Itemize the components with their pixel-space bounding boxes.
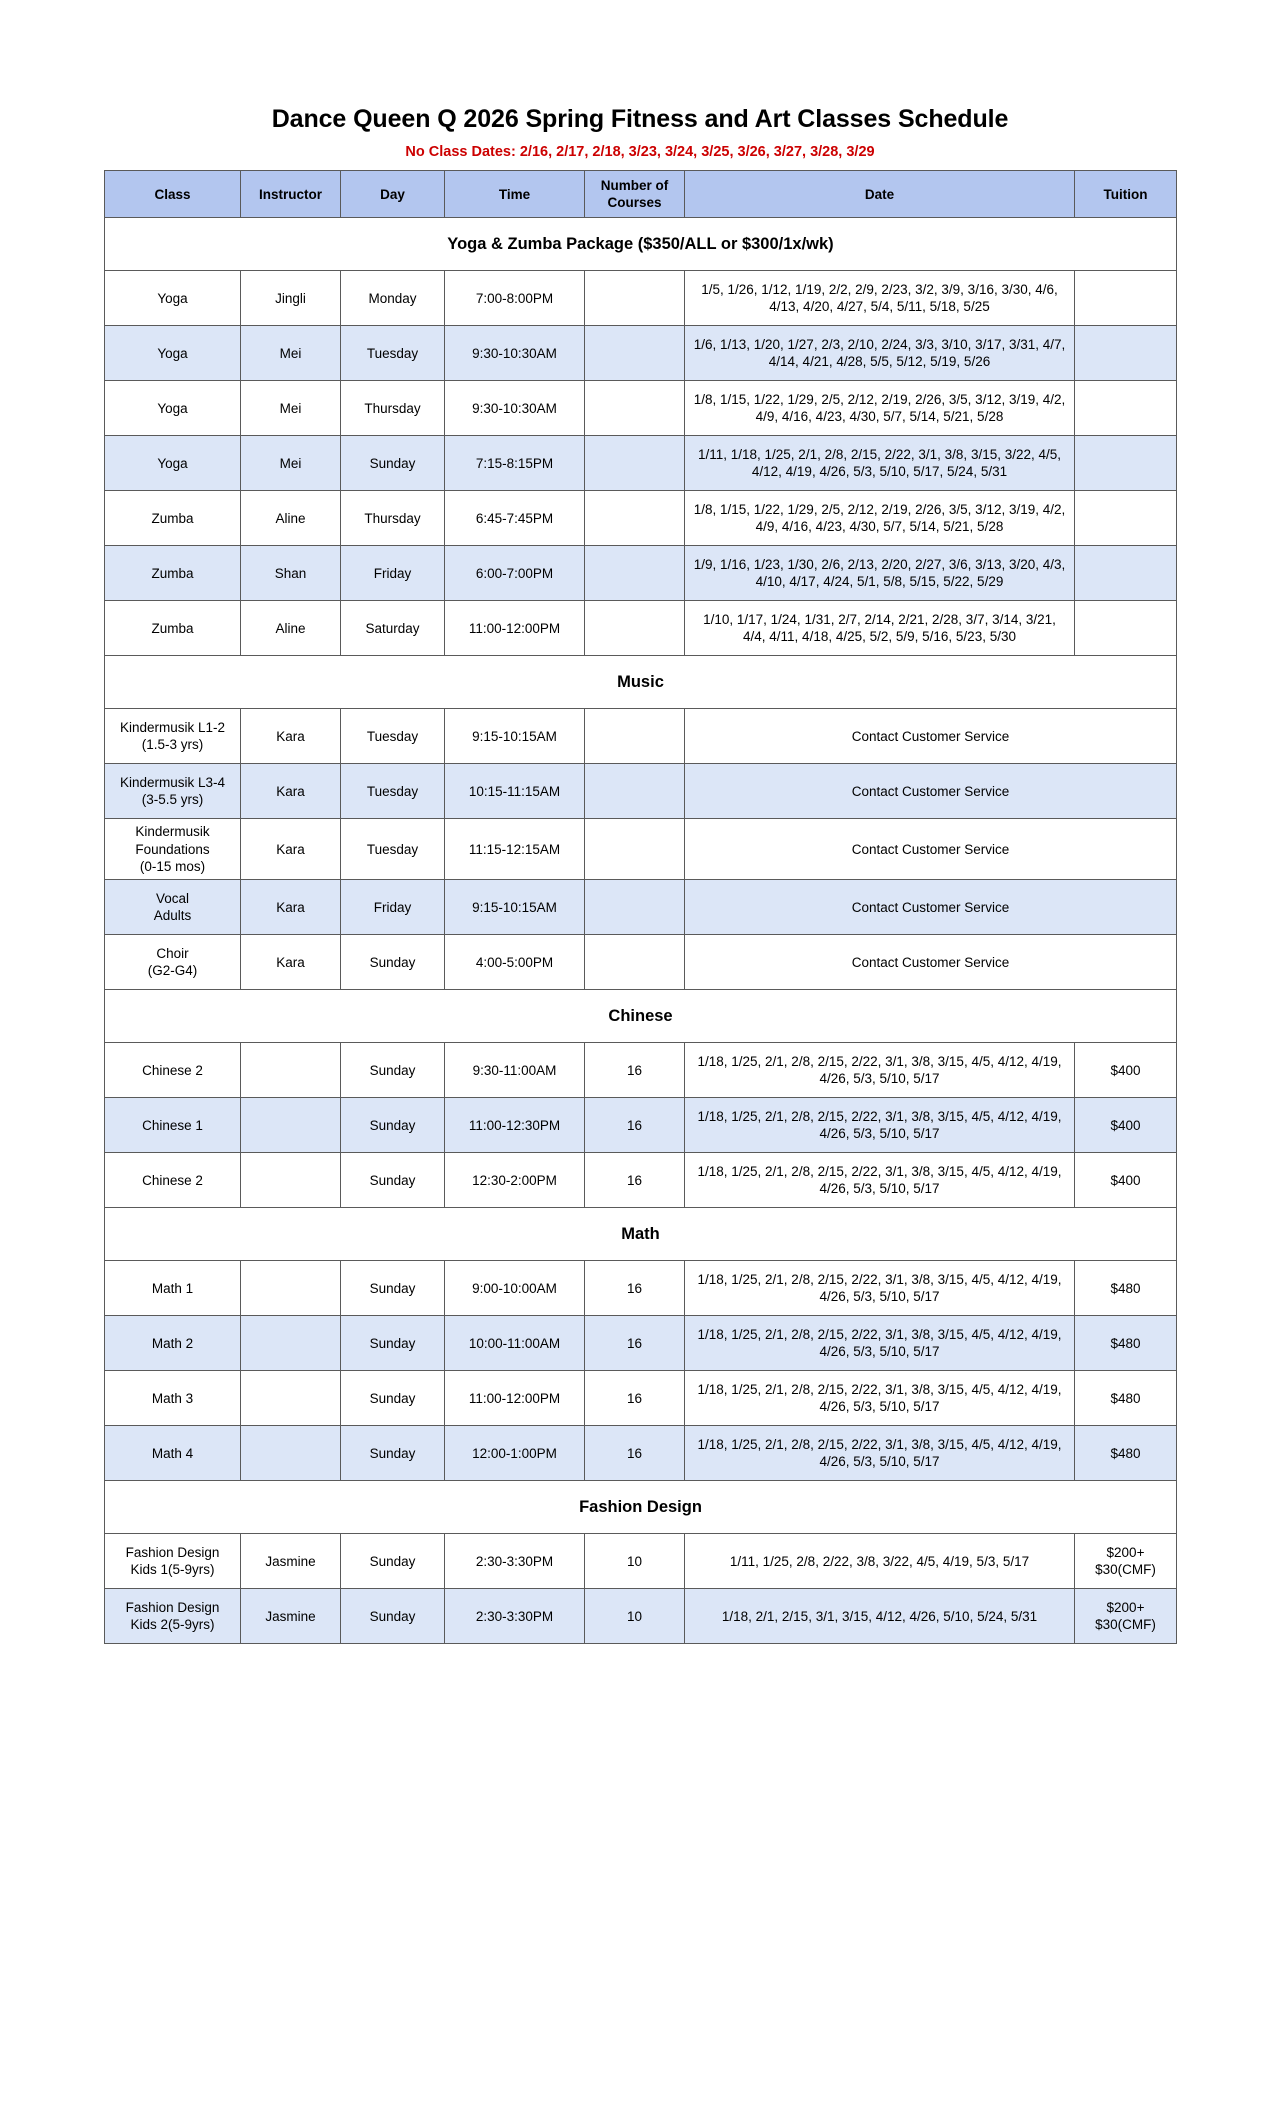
column-header-number-of-courses <box>585 171 685 218</box>
cell-time: 11:00-12:00PM <box>445 1371 585 1426</box>
cell-class-line1: Fashion Design <box>125 1544 220 1560</box>
cell-date: 1/11, 1/25, 2/8, 2/22, 3/8, 3/22, 4/5, 4/19, 5/3, 5/17 <box>685 1534 1075 1589</box>
cell-day: Tuesday <box>341 819 445 880</box>
cell-number-of-courses: 16 <box>585 1316 685 1371</box>
cell-day: Thursday <box>341 491 445 546</box>
cell-time: 12:30-2:00PM <box>445 1153 585 1208</box>
cell-class-line3: (0-15 mos) <box>139 858 206 874</box>
cell-tuition: $480 <box>1075 1371 1177 1426</box>
cell-tuition <box>1075 436 1177 491</box>
cell-instructor <box>241 1426 341 1481</box>
cell-number-of-courses <box>585 709 685 764</box>
section-header-row <box>105 1208 1177 1261</box>
cell-tuition <box>1075 381 1177 436</box>
cell-date: Contact Customer Service <box>685 935 1177 990</box>
cell-instructor: Kara <box>241 819 341 880</box>
cell-instructor: Mei <box>241 381 341 436</box>
cell-tuition-line1: $200+ <box>1106 1599 1145 1615</box>
cell-class-line2: (1.5-3 yrs) <box>141 737 204 753</box>
cell-number-of-courses: 16 <box>585 1371 685 1426</box>
cell-class: Math 2 <box>105 1316 241 1371</box>
table-header-row <box>105 171 1177 218</box>
cell-class: Math 3 <box>105 1371 241 1426</box>
cell-time: 7:15-8:15PM <box>445 436 585 491</box>
cell-time: 9:30-10:30AM <box>445 326 585 381</box>
cell-instructor <box>241 1043 341 1098</box>
cell-tuition <box>1075 1589 1177 1644</box>
table-row <box>105 546 1177 601</box>
cell-time: 10:00-11:00AM <box>445 1316 585 1371</box>
cell-day: Friday <box>341 880 445 935</box>
cell-class: Chinese 1 <box>105 1098 241 1153</box>
section-header-row <box>105 990 1177 1043</box>
cell-tuition-line2: $30(CMF) <box>1095 1617 1156 1633</box>
table-row <box>105 1426 1177 1481</box>
cell-tuition <box>1075 601 1177 656</box>
cell-date: Contact Customer Service <box>685 880 1177 935</box>
cell-number-of-courses: 16 <box>585 1098 685 1153</box>
cell-day: Tuesday <box>341 709 445 764</box>
cell-class: Zumba <box>105 491 241 546</box>
cell-time: 11:15-12:15AM <box>445 819 585 880</box>
cell-day: Sunday <box>341 436 445 491</box>
section-title-0: Yoga & Zumba Package ($350/ALL or $300/1x/wk) <box>105 218 1177 271</box>
cell-day: Friday <box>341 546 445 601</box>
cell-date: 1/18, 1/25, 2/1, 2/8, 2/15, 2/22, 3/1, 3/8, 3/15, 4/5, 4/12, 4/19, 4/26, 5/3, 5/10, 5/17 <box>685 1098 1075 1153</box>
cell-tuition <box>1075 1534 1177 1589</box>
cell-number-of-courses: 16 <box>585 1426 685 1481</box>
cell-tuition: $480 <box>1075 1316 1177 1371</box>
cell-instructor: Kara <box>241 709 341 764</box>
cell-date: Contact Customer Service <box>685 764 1177 819</box>
table-row <box>105 326 1177 381</box>
cell-class <box>105 1589 241 1644</box>
cell-day: Tuesday <box>341 326 445 381</box>
section-title-1: Music <box>105 656 1177 709</box>
cell-time: 9:30-11:00AM <box>445 1043 585 1098</box>
cell-class: Yoga <box>105 271 241 326</box>
cell-day: Sunday <box>341 1316 445 1371</box>
cell-day: Sunday <box>341 1534 445 1589</box>
cell-number-of-courses <box>585 271 685 326</box>
table-row <box>105 764 1177 819</box>
cell-tuition: $400 <box>1075 1153 1177 1208</box>
column-header-class: Class <box>105 171 241 218</box>
section-title-2: Chinese <box>105 990 1177 1043</box>
table-row <box>105 1534 1177 1589</box>
table-row <box>105 1043 1177 1098</box>
cell-class <box>105 880 241 935</box>
cell-time: 9:00-10:00AM <box>445 1261 585 1316</box>
cell-number-of-courses <box>585 880 685 935</box>
cell-instructor: Jasmine <box>241 1534 341 1589</box>
cell-date: 1/18, 1/25, 2/1, 2/8, 2/15, 2/22, 3/1, 3/8, 3/15, 4/5, 4/12, 4/19, 4/26, 5/3, 5/10, 5/17 <box>685 1043 1075 1098</box>
table-row <box>105 819 1177 880</box>
cell-class-line2: (3-5.5 yrs) <box>141 792 204 808</box>
cell-date: 1/5, 1/26, 1/12, 1/19, 2/2, 2/9, 2/23, 3/2, 3/9, 3/16, 3/30, 4/6, 4/13, 4/20, 4/27, 5/4, 5/11, 5/18, 5/25 <box>685 271 1075 326</box>
cell-day: Thursday <box>341 381 445 436</box>
cell-class-line1: Choir <box>156 945 189 961</box>
cell-class-line2: Kids 1(5-9yrs) <box>130 1562 215 1578</box>
cell-class: Chinese 2 <box>105 1043 241 1098</box>
cell-number-of-courses <box>585 601 685 656</box>
cell-tuition-line2: $30(CMF) <box>1095 1562 1156 1578</box>
cell-class: Math 4 <box>105 1426 241 1481</box>
cell-number-of-courses <box>585 491 685 546</box>
cell-number-of-courses <box>585 546 685 601</box>
cell-number-of-courses: 10 <box>585 1534 685 1589</box>
cell-date: Contact Customer Service <box>685 819 1177 880</box>
column-header-tuition: Tuition <box>1075 171 1177 218</box>
class-schedule-table <box>104 170 1177 1644</box>
cell-day: Sunday <box>341 1153 445 1208</box>
cell-class-line1: Kindermusik <box>135 824 210 840</box>
cell-tuition: $480 <box>1075 1426 1177 1481</box>
cell-number-of-courses <box>585 326 685 381</box>
cell-number-of-courses <box>585 819 685 880</box>
cell-instructor: Kara <box>241 935 341 990</box>
table-row <box>105 381 1177 436</box>
table-row <box>105 491 1177 546</box>
cell-number-of-courses: 16 <box>585 1261 685 1316</box>
column-header-time: Time <box>445 171 585 218</box>
cell-day: Sunday <box>341 1098 445 1153</box>
cell-class: Yoga <box>105 326 241 381</box>
cell-day: Sunday <box>341 1589 445 1644</box>
cell-time: 6:00-7:00PM <box>445 546 585 601</box>
cell-class: Yoga <box>105 436 241 491</box>
cell-class: Yoga <box>105 381 241 436</box>
cell-day: Sunday <box>341 1371 445 1426</box>
table-row <box>105 1098 1177 1153</box>
number-of-courses-line1: Number of <box>600 178 669 194</box>
cell-number-of-courses <box>585 381 685 436</box>
section-header-row <box>105 656 1177 709</box>
cell-date: 1/6, 1/13, 1/20, 1/27, 2/3, 2/10, 2/24, 3/3, 3/10, 3/17, 3/31, 4/7, 4/14, 4/21, 4/28, 5/5, 5/12, 5/19, 5/26 <box>685 326 1075 381</box>
table-row <box>105 1371 1177 1426</box>
table-header <box>105 171 1177 218</box>
cell-tuition: $400 <box>1075 1098 1177 1153</box>
table-row <box>105 271 1177 326</box>
cell-time: 7:00-8:00PM <box>445 271 585 326</box>
cell-day: Sunday <box>341 935 445 990</box>
cell-date: 1/18, 1/25, 2/1, 2/8, 2/15, 2/22, 3/1, 3/8, 3/15, 4/5, 4/12, 4/19, 4/26, 5/3, 5/10, 5/17 <box>685 1316 1075 1371</box>
cell-number-of-courses <box>585 764 685 819</box>
cell-date: 1/18, 2/1, 2/15, 3/1, 3/15, 4/12, 4/26, 5/10, 5/24, 5/31 <box>685 1589 1075 1644</box>
cell-class-line1: Fashion Design <box>125 1599 220 1615</box>
cell-class: Zumba <box>105 601 241 656</box>
cell-date: 1/18, 1/25, 2/1, 2/8, 2/15, 2/22, 3/1, 3/8, 3/15, 4/5, 4/12, 4/19, 4/26, 5/3, 5/10, 5/17 <box>685 1371 1075 1426</box>
cell-class-line2: Adults <box>153 908 192 924</box>
page-title: Dance Queen Q 2026 Spring Fitness and Art Classes Schedule <box>271 105 1009 133</box>
cell-class-line2: Foundations <box>135 841 210 857</box>
cell-instructor: Kara <box>241 880 341 935</box>
cell-class-line1: Kindermusik L1-2 <box>119 720 226 736</box>
cell-instructor: Jingli <box>241 271 341 326</box>
cell-time: 11:00-12:30PM <box>445 1098 585 1153</box>
cell-number-of-courses: 10 <box>585 1589 685 1644</box>
cell-tuition <box>1075 326 1177 381</box>
cell-day: Sunday <box>341 1426 445 1481</box>
section-title-4: Fashion Design <box>105 1481 1177 1534</box>
cell-class: Chinese 2 <box>105 1153 241 1208</box>
cell-class <box>105 764 241 819</box>
cell-date: 1/11, 1/18, 1/25, 2/1, 2/8, 2/15, 2/22, 3/1, 3/8, 3/15, 3/22, 4/5, 4/12, 4/19, 4/26, 5/3, 5/10, 5/17, 5/24, 5/31 <box>685 436 1075 491</box>
cell-date: 1/10, 1/17, 1/24, 1/31, 2/7, 2/14, 2/21, 2/28, 3/7, 3/14, 3/21, 4/4, 4/11, 4/18, 4/25, 5/2, 5/9, 5/16, 5/23, 5/30 <box>685 601 1075 656</box>
cell-tuition <box>1075 271 1177 326</box>
cell-tuition <box>1075 491 1177 546</box>
cell-tuition: $400 <box>1075 1043 1177 1098</box>
cell-tuition <box>1075 546 1177 601</box>
cell-number-of-courses: 16 <box>585 1153 685 1208</box>
cell-date: 1/18, 1/25, 2/1, 2/8, 2/15, 2/22, 3/1, 3/8, 3/15, 4/5, 4/12, 4/19, 4/26, 5/3, 5/10, 5/17 <box>685 1426 1075 1481</box>
cell-class <box>105 709 241 764</box>
cell-date: 1/8, 1/15, 1/22, 1/29, 2/5, 2/12, 2/19, 2/26, 3/5, 3/12, 3/19, 4/2, 4/9, 4/16, 4/23, 4/30, 5/7, 5/14, 5/21, 5/28 <box>685 381 1075 436</box>
cell-time: 9:15-10:15AM <box>445 880 585 935</box>
cell-day: Monday <box>341 271 445 326</box>
cell-instructor: Aline <box>241 601 341 656</box>
table-row <box>105 1261 1177 1316</box>
cell-instructor <box>241 1371 341 1426</box>
cell-class: Zumba <box>105 546 241 601</box>
cell-number-of-courses <box>585 935 685 990</box>
table-row <box>105 601 1177 656</box>
cell-class-line2: Kids 2(5-9yrs) <box>130 1617 215 1633</box>
cell-class: Math 1 <box>105 1261 241 1316</box>
cell-time: 10:15-11:15AM <box>445 764 585 819</box>
cell-date: 1/18, 1/25, 2/1, 2/8, 2/15, 2/22, 3/1, 3/8, 3/15, 4/5, 4/12, 4/19, 4/26, 5/3, 5/10, 5/17 <box>685 1261 1075 1316</box>
cell-time: 6:45-7:45PM <box>445 491 585 546</box>
cell-instructor <box>241 1153 341 1208</box>
cell-instructor <box>241 1098 341 1153</box>
cell-instructor: Mei <box>241 326 341 381</box>
column-header-instructor: Instructor <box>241 171 341 218</box>
schedule-table-container <box>0 170 1280 1644</box>
cell-day: Sunday <box>341 1261 445 1316</box>
cell-instructor: Kara <box>241 764 341 819</box>
section-header-row <box>105 218 1177 271</box>
column-header-date: Date <box>685 171 1075 218</box>
cell-instructor: Mei <box>241 436 341 491</box>
cell-day: Tuesday <box>341 764 445 819</box>
cell-number-of-courses <box>585 436 685 491</box>
cell-day: Saturday <box>341 601 445 656</box>
cell-time: 11:00-12:00PM <box>445 601 585 656</box>
cell-date: 1/9, 1/16, 1/23, 1/30, 2/6, 2/13, 2/20, 2/27, 3/6, 3/13, 3/20, 4/3, 4/10, 4/17, 4/24, 5/1, 5/8, 5/15, 5/22, 5/29 <box>685 546 1075 601</box>
section-title-3: Math <box>105 1208 1177 1261</box>
cell-tuition-line1: $200+ <box>1106 1544 1145 1560</box>
cell-time: 9:15-10:15AM <box>445 709 585 764</box>
no-class-dates-notice: No Class Dates: 2/16, 2/17, 2/18, 3/23, 3/24, 3/25, 3/26, 3/27, 3/28, 3/29 <box>405 143 875 160</box>
cell-time: 9:30-10:30AM <box>445 381 585 436</box>
cell-class <box>105 819 241 880</box>
table-row <box>105 880 1177 935</box>
number-of-courses-line2: Courses <box>607 195 662 211</box>
cell-instructor: Jasmine <box>241 1589 341 1644</box>
cell-class <box>105 1534 241 1589</box>
cell-time: 12:00-1:00PM <box>445 1426 585 1481</box>
cell-time: 4:00-5:00PM <box>445 935 585 990</box>
cell-class-line2: (G2-G4) <box>147 963 198 979</box>
table-row <box>105 935 1177 990</box>
cell-class-line1: Vocal <box>155 890 190 906</box>
cell-date: Contact Customer Service <box>685 709 1177 764</box>
cell-tuition: $480 <box>1075 1261 1177 1316</box>
table-row <box>105 709 1177 764</box>
cell-day: Sunday <box>341 1043 445 1098</box>
cell-instructor: Aline <box>241 491 341 546</box>
section-header-row <box>105 1481 1177 1534</box>
table-body <box>105 218 1177 1644</box>
cell-time: 2:30-3:30PM <box>445 1589 585 1644</box>
cell-number-of-courses: 16 <box>585 1043 685 1098</box>
cell-date: 1/8, 1/15, 1/22, 1/29, 2/5, 2/12, 2/19, 2/26, 3/5, 3/12, 3/19, 4/2, 4/9, 4/16, 4/23, 4/30, 5/7, 5/14, 5/21, 5/28 <box>685 491 1075 546</box>
table-row <box>105 1316 1177 1371</box>
column-header-day: Day <box>341 171 445 218</box>
cell-date: 1/18, 1/25, 2/1, 2/8, 2/15, 2/22, 3/1, 3/8, 3/15, 4/5, 4/12, 4/19, 4/26, 5/3, 5/10, 5/17 <box>685 1153 1075 1208</box>
cell-class <box>105 935 241 990</box>
cell-instructor <box>241 1316 341 1371</box>
cell-instructor: Shan <box>241 546 341 601</box>
table-row <box>105 1589 1177 1644</box>
cell-time: 2:30-3:30PM <box>445 1534 585 1589</box>
cell-instructor <box>241 1261 341 1316</box>
table-row <box>105 436 1177 491</box>
cell-class-line1: Kindermusik L3-4 <box>119 775 226 791</box>
table-row <box>105 1153 1177 1208</box>
